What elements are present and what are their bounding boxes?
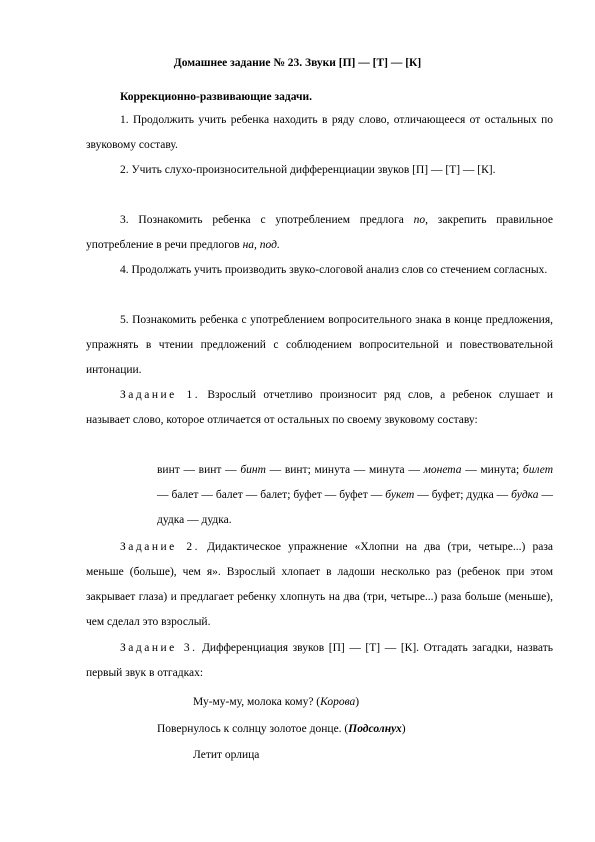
goal-2: 2. Учить слухо-произносительной дифференциации звуков [П] — [Т] — [К]. (120, 164, 496, 176)
word-segment: — буфет; дудка — (414, 489, 512, 501)
goal-3-preposition-po: по, (413, 214, 428, 226)
odd-word: букет (385, 489, 415, 501)
page-title: Домашнее задание № 23. Звуки [П] — [Т] — [К] (173, 57, 422, 69)
word-segment: винт — винт — (157, 464, 241, 476)
task-2 (86, 535, 553, 635)
task-1-word-list (157, 458, 553, 533)
odd-word: будка (511, 489, 539, 501)
goal-3-prepositions-na-pod: на, под. (242, 239, 280, 251)
task-3 (86, 636, 553, 686)
word-segment: — минута; (461, 464, 523, 476)
goal-3-text-start: 3. Познакомить ребенка с употреблением предлога (120, 214, 414, 226)
task-1-label: Задание 1. (120, 389, 201, 401)
goal-1: 1. Продолжить учить ребенка находить в ряду слово, отличающееся от остальных по звуковому составу. (86, 114, 553, 151)
task-2-text: Дидактическое упражнение «Хлопни на два (три, четыре...) раза меньше (больше), чем я». Взрослый хлопает в ладоши несколько раз (ребенок при этом закрывает глаза) и предлагает ребенку хлопнуть на два (три, четыре...) раза больше (меньше), чем сделал это взрослый. (86, 541, 554, 628)
riddle-text: Летит орлица (193, 749, 260, 761)
riddle-text: Повернулось к солнцу золотое донце. ( (157, 723, 349, 735)
task-3-label: Задание 3. (120, 642, 198, 654)
odd-word: монета (423, 464, 462, 476)
goal-5: 5. Познакомить ребенка с употреблением вопросительного знака в конце предложения, упражнять в чтении предложений с соблюдением вопросительной и повествовательной интонации. (86, 314, 553, 376)
riddle-close: ) (401, 723, 406, 735)
task-1 (86, 383, 553, 433)
riddle-2 (157, 721, 406, 737)
task-1-text: Взрослый отчетливо произносит ряд слов, а ребенок слушает и называет слово, которое отличается от остальных по своему звуковому составу: (86, 389, 553, 426)
task-2-label: Задание 2. (120, 541, 200, 553)
riddle-answer: Подсолнух (348, 723, 402, 735)
word-segment: — винт; минута — минута — (265, 464, 424, 476)
word-segment: — балет — балет — балет; буфет — буфет — (157, 489, 386, 501)
section-subtitle: Коррекционно-развивающие задачи. (120, 91, 313, 103)
odd-word: бинт (240, 464, 266, 476)
goal-3 (86, 208, 553, 258)
riddle-1 (193, 694, 359, 710)
goal-3-text-mid: закрепить правильное употребление в речи предлогов (86, 214, 553, 251)
task-3-text: Дифференциация звуков [П] — [Т] — [К]. Отгадать загадки, назвать первый звук в отгадках: (86, 642, 554, 679)
odd-word: билет (522, 464, 553, 476)
goal-4: 4. Продолжать учить производить звуко-слоговой анализ слов со стечением согласных. (120, 264, 548, 276)
riddle-3 (193, 747, 259, 763)
riddle-answer: Корова (320, 696, 356, 708)
riddle-close: ) (355, 696, 360, 708)
riddle-text: Му-му-му, молока кому? ( (193, 696, 321, 708)
word-segment: — дудка — дудка. (157, 489, 554, 526)
